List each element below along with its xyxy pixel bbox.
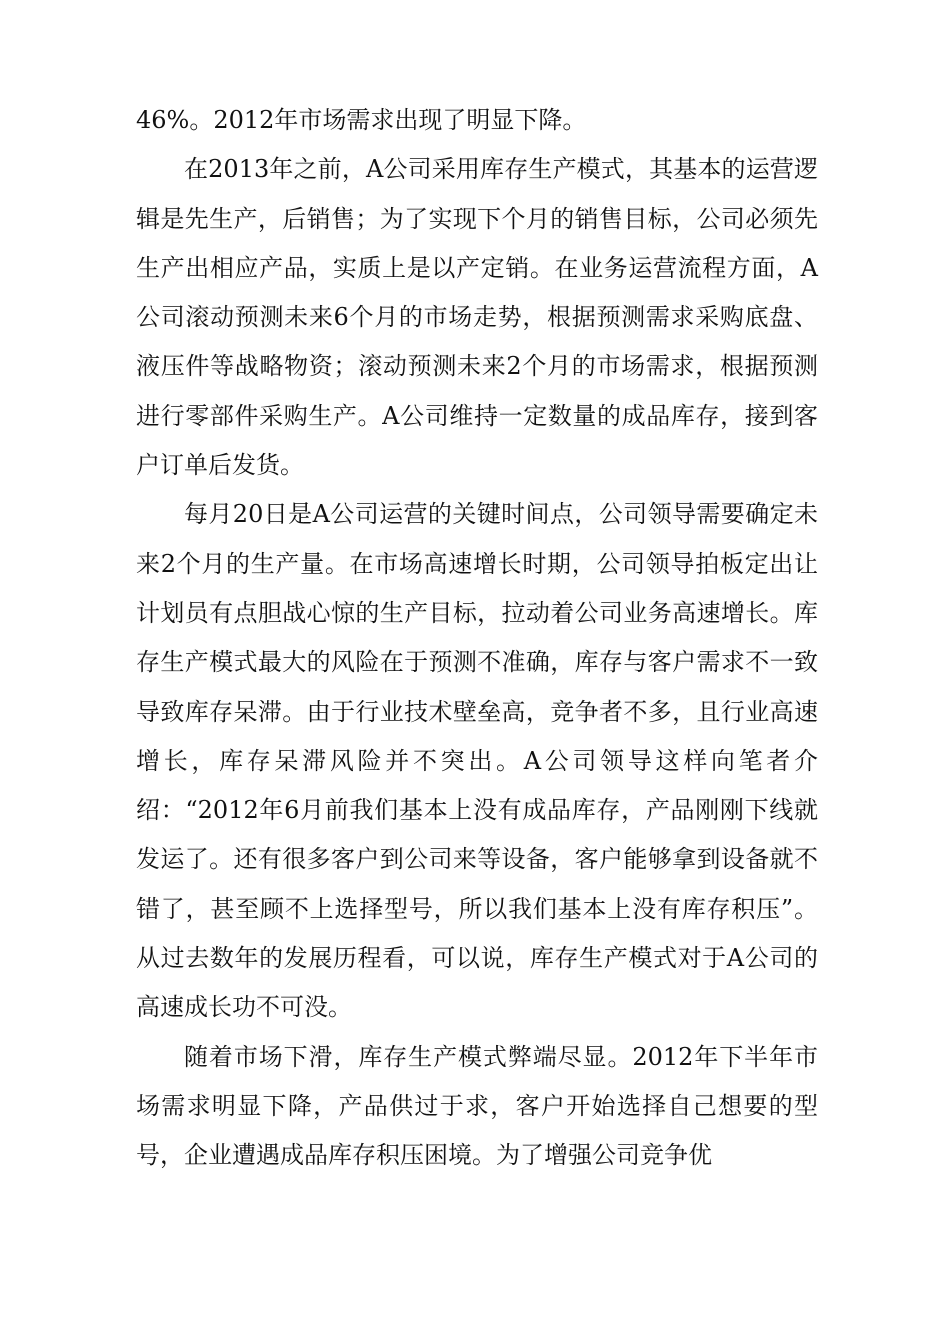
paragraph-4: 随着市场下滑，库存生产模式弊端尽显。2012年下半年市场需求明显下降，产品供过于求，客户开始选择自己想要的型号，企业遭遇成品库存积压困境。为了增强公司竞争优 (136, 1042, 818, 1170)
paragraph-1: 46%。2012年市场需求出现了明显下降。 (136, 106, 587, 134)
paragraph-2: 在2013年之前，A公司采用库存生产模式，其基本的运营逻辑是先生产，后销售；为了实现下个月的销售目标，公司必须先生产出相应产品，实质上是以产定销。在业务运营流程方面，A公司滚动预测未来6个月的市场走势，根据预测需求采购底盘、液压件等战略物资；滚动预测未来2个月的市场需求，根据预测进行零部件采购生产。A公司维持一定数量的成品库存，接到客户订单后发货。 (136, 155, 818, 480)
document-body (136, 96, 818, 1181)
paragraph-3: 每月20日是A公司运营的关键时间点，公司领导需要确定未来2个月的生产量。在市场高速增长时期，公司领导拍板定出让计划员有点胆战心惊的生产目标，拉动着公司业务高速增长。库存生产模式最大的风险在于预测不准确，库存与客户需求不一致导致库存呆滞。由于行业技术壁垒高，竞争者不多，且行业高速增长，库存呆滞风险并不突出。A公司领导这样向笔者介绍：“2012年6月前我们基本上没有成品库存，产品刚刚下线就发运了。还有很多客户到公司来等设备，客户能够拿到设备就不错了，甚至顾不上选择型号，所以我们基本上没有库存积压”。从过去数年的发展历程看，可以说，库存生产模式对于A公司的高速成长功不可没。 (136, 500, 818, 1022)
